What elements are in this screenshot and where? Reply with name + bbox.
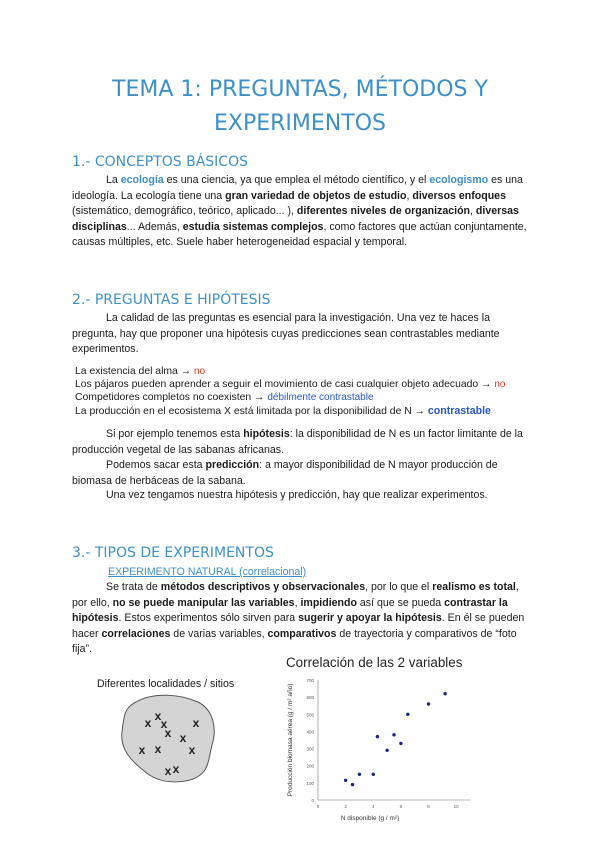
site-mark: x <box>164 764 172 778</box>
site-mark: x <box>160 717 168 731</box>
page-title-line1: TEMA 1: PREGUNTAS, MÉTODOS Y <box>112 77 488 102</box>
site-mark: x <box>179 731 187 745</box>
section-2-paragraph-2: Si por ejemplo tenemos esta hipótesis: la disponibilidad de N es un factor limitante de la producción vegetal de las sabanas africanas. <box>72 428 523 456</box>
chart-y-tick-label: 300 <box>306 746 314 752</box>
chart-x-label: N disponible (g / m²) <box>340 815 400 822</box>
chart-y-tick-label: 200 <box>306 763 314 769</box>
hypothesis-list-item: Competidores completos no coexisten → débilmente contrastable <box>75 392 374 403</box>
chart-x-tick-label: 10 <box>453 804 459 809</box>
chart-data-point <box>344 779 347 782</box>
section-3-paragraph: Se trata de métodos descriptivos y observacionales, por lo que el realismo es total, por ello, no se puede manipular las variables, impidiendo así que se pueda contrastar la hipótesis. Estos experimentos sólo sirven para sugerir y apoyar la hipótesis. En él se pueden hacer correlaciones de varias variables, comparativos de trayectoria y comparativos de “foto fija”. <box>72 581 525 655</box>
site-mark: x <box>172 762 180 776</box>
page-title-line2: EXPERIMENTOS <box>214 111 386 136</box>
chart-y-tick-label: 0 <box>311 798 314 803</box>
chart-y-tick-label: 100 <box>306 780 314 786</box>
chart-x-tick-label: 2 <box>344 804 347 809</box>
chart-data-point <box>358 773 361 776</box>
chart-y-tick-label: 400 <box>306 729 314 735</box>
section-3-subheading: EXPERIMENTO NATURAL (correlacional) <box>108 566 307 578</box>
chart-data-point <box>351 783 354 786</box>
section-1-paragraph: La ecología es una ciencia, ya que emplea el método científico, y el ecologismo es una ideología. La ecología tiene una gran variedad de objetos de estudio, diversos enfoques (sistemático, demográfico, teórico, aplicado... ), diferentes niveles de organización, diversas disciplinas... Además, estudia sistemas complejos, como factores que actúan conjuntamente, causas múltiples, etc. Suele haber heterogeneidad espacial y temporal. <box>72 174 527 248</box>
chart-data-point <box>427 702 430 705</box>
scatter-chart <box>280 672 480 822</box>
chart-y-tick-label: 500 <box>306 712 314 718</box>
chart-x-tick-label: 8 <box>427 804 430 809</box>
site-mark: x <box>164 726 172 740</box>
hypothesis-list-item: La producción en el ecosistema X está limitada por la disponibilidad de N → contrastable <box>75 405 491 417</box>
chart-x-tick-label: 4 <box>372 804 375 809</box>
chart-title: Correlación de las 2 variables <box>286 655 463 670</box>
chart-x-tick-label: 6 <box>399 804 403 809</box>
chart-x-tick-label: 0 <box>316 804 320 809</box>
chart-y-tick-label: 700 <box>306 678 314 683</box>
chart-data-point <box>385 749 388 752</box>
site-mark: x <box>192 716 200 730</box>
site-mark: x <box>188 743 196 757</box>
chart-data-point <box>372 773 375 776</box>
sites-blob-figure <box>118 690 218 785</box>
site-mark: x <box>144 716 152 730</box>
sites-figure-label: Diferentes localidades / sitios <box>97 678 235 690</box>
hypothesis-list-item: La existencia del alma → no <box>75 366 206 377</box>
section-2-paragraph-4: Una vez tengamos nuestra hipótesis y predicción, hay que realizar experimentos. <box>106 489 488 501</box>
chart-data-point <box>443 692 446 695</box>
site-mark: x <box>138 743 146 757</box>
section-2-heading: 2.- PREGUNTAS E HIPÓTESIS <box>72 292 271 308</box>
chart-data-point <box>406 713 409 716</box>
chart-y-tick-label: 600 <box>306 695 314 701</box>
chart-data-point <box>376 735 379 738</box>
site-mark: x <box>154 709 162 723</box>
section-2-paragraph-1: La calidad de las preguntas es esencial para la investigación. Una vez te haces la pregunta, hay que proponer una hipótesis cuyas predicciones sean contrastables mediante experimentos. <box>72 312 500 355</box>
chart-data-point <box>399 742 402 745</box>
hypothesis-list-item: Los pájaros pueden aprender a seguir el movimiento de casi cualquier objeto adecuado → no <box>75 379 506 390</box>
chart-y-label: Producción biomasa aérea (g / m² año) <box>287 683 294 797</box>
chart-data-point <box>392 733 395 736</box>
section-1-heading: 1.- CONCEPTOS BÁSICOS <box>72 154 248 170</box>
site-mark: x <box>154 742 162 756</box>
section-3-heading: 3.- TIPOS DE EXPERIMENTOS <box>72 545 274 561</box>
section-2-paragraph-3: Podemos sacar esta predicción: a mayor disponibilidad de N mayor producción de biomasa de herbáceas de la sabana. <box>72 459 498 487</box>
